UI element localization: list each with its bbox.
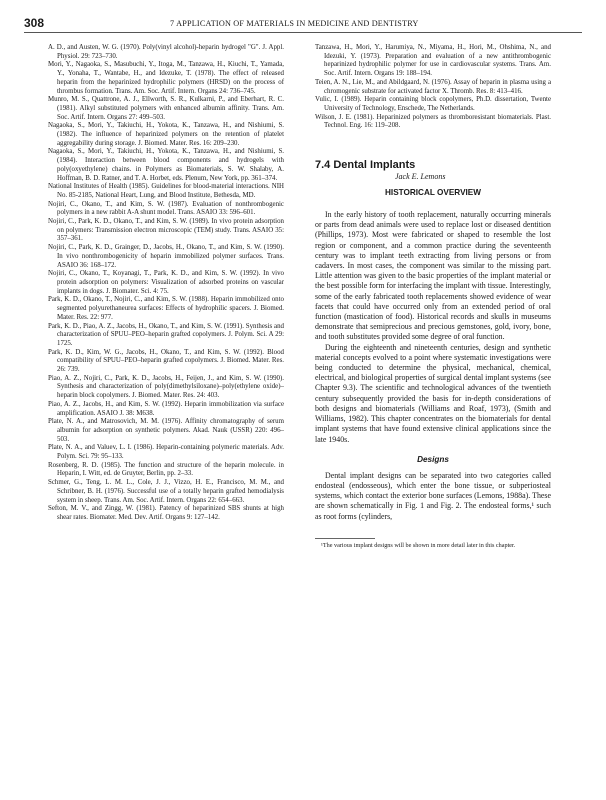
designs-heading: Designs <box>417 454 449 464</box>
historical-paragraph-1: In the early history of tooth replacement, naturally occurring minerals or parts from dead animals were used to replace lost or diseased dentition (Phillips, 1973). Most were fabricated or shaped to resemble the lost region or component, and a common practice during the seventeenth century was to implant teeth extracting from living persons or from cadavers. In most cases, the component was similar to the missing part. Little attention was given to the basic properties of the implant material or the best possible form for interfacing the implant with tissue. Interestingly, some of the early fabricated tooth replacements showed evidence of wear facets that could have occurred only from an extended period of oral function (mastication of food). Historical records and skulls in museums demonstrate that semiprecious and precious gemstones, gold, ivory, bone, and tooth substitutes provided some degree of oral function. <box>315 210 551 342</box>
footnote-rule <box>315 538 375 539</box>
right-column-references <box>315 44 551 131</box>
reference-entry: Mori, Y., Nagaoka, S., Masubuchi, Y., Itoga, M., Tanzawa, H., Kiuchi, T., Yamada, Y., Yonaha, T., Wantabe, H., and Idezuke, T. (1978). The effect of released heparin from the heparinized hydrophilic polymers (HRSD) on the process of thrombus formation. Trans. Am. Soc. Artif. Intern. Organs 24: 736–745. <box>48 61 284 95</box>
reference-entry: Park, K. D., Okano, T., Nojiri, C., and Kim, S. W. (1988). Heparin immobilized onto segmented polyurethaneurea surfaces: Effects of hydrophilic spacers. J. Biomed. Mater. Res. 22: 977. <box>48 296 284 321</box>
page-number: 308 <box>24 16 45 30</box>
running-title: 7 APPLICATION OF MATERIALS IN MEDICINE AND DENTISTRY <box>170 19 419 28</box>
reference-entry: Wilson, J. E. (1981). Heparinized polymers as thromboresistant biomaterials. Plast. Technol. Eng. 16: 119–208. <box>315 113 551 130</box>
reference-entry: Piao, A. Z., Nojiri, C., Park, K. D., Jacobs, H., Feijen, J., and Kim, S. W. (1990). Synthesis and characterization of poly(dimethylsiloxane)–poly(ethylene oxide)–heparin block copolymers. J. Biomed. Mater. Res. 24: 403. <box>48 374 284 400</box>
right-column <box>315 44 551 549</box>
reference-entry: Nojiri, C., Okano, T., Koyanagi, T., Park, K. D., and Kim, S. W. (1992). In vivo protein adsorption on polymers: Visualization of adsorbed proteins on vascular implants in dogs. J. Biomater. Sci. 4: 75. <box>48 270 284 295</box>
reference-entry: Sefton, M. V., and Zingg, W. (1981). Patency of heparinized SBS shunts at high shear rates. Biomater. Med. Dev. Artif. Organs 9: 127–142. <box>48 505 284 521</box>
reference-entry: Park, K. D., Kim, W. G., Jacobs, H., Okano, T., and Kim, S. W. (1992). Blood compatibility of SPUU–PEO–heparin grafted copolymers. J. Biomed. Mater. Res. 26: 739. <box>48 348 284 374</box>
reference-entry: Tanzawa, H., Mori, Y., Harumiya, N., Miyama, H., Hori, M., Ohshima, N., and Idezuki, Y. (1973). Preparation and evaluation of a new antithrombogenic heparinized hydrophilic polymer for use in cardiovascular systems. Trans. Am. Soc. Artif. Intern. Organs 19: 188–194. <box>315 44 551 78</box>
reference-entry: A. D., and Austen, W. G. (1970). Poly(vinyl alcohol)-heparin hydrogel "G". J. Appl. Physiol. 29: 723–730. <box>48 44 284 60</box>
section-title: 7.4 Dental Implants <box>315 159 416 172</box>
reference-entry: Plate, N. A., and Valuev, L. I. (1986). Heparin-containing polymeric materials. Adv. Polym. Sci. 79: 95–133. <box>48 444 284 461</box>
reference-entry: Munro, M. S., Quattrone, A. J., Ellworth, S. R., Kulkarni, P., and Eberhart, R. C. (1981). Alkyl substituted polymers with enhanced albumin affinity. Trans. Am. Soc. Artif. Intern. Organs 27: 499–503. <box>48 96 284 121</box>
reference-entry: Nagaoka, S., Mori, Y., Takiuchi, H., Yokota, K., Tanzawa, H., and Nishiumi, S. (1984). Interaction between blood components and hydrogels with poly(oxyethylene) chains. in Polymers as Biomaterials, S. W. Shalaby, A. Hoffman, B. D. Ratner, and T. A. Horbet, eds. Plenum, New York, pp. 361–374. <box>48 148 284 182</box>
section-author: Jack E. Lemons <box>395 172 446 182</box>
reference-entry: Teien, A. N., Lie, M., and Abildgaard, N. (1976). Assay of heparin in plasma using a chromogenic substrate for activated factor X. Thromb. Res. 8: 413–416. <box>315 78 551 95</box>
running-header <box>24 16 582 33</box>
reference-entry: National Institutes of Health (1985). Guidelines for blood-material interactions. NIH No. 85-2185, National Heart, Lung, and Blood Institute, Bethesda, MD. <box>48 183 284 199</box>
historical-paragraph-2: During the eighteenth and nineteenth centuries, design and synthetic material concepts evolved to a point where systematic investigations were being conducted to determine the physical, mechanical, chemical, electrical, and biological properties of surgical dental implant systems (see Chapter 9.3). The scientific and technological advances of the twentieth century subsequently provided the basis for in-depth considerations of both designs and biomaterials (Williams and Roaf, 1973), (Smith and Williams, 1982). This chapter concentrates on the biomaterials for dental implant systems that have found extensive clinical applications since the late 1940s. <box>315 342 551 444</box>
reference-entry: Piao, A. Z., Jacobs, H., and Kim, S. W. (1992). Heparin immobilization via surface amplification. ASAIO J. 38: M638. <box>48 400 284 417</box>
reference-entry: Park, K. D., Piao, A. Z., Jacobs, H., Okano, T., and Kim, S. W. (1991). Synthesis and characterization of SPUU–PEO–heparin grafted copolymers. J. Polym. Sci. A 29: 1725. <box>48 322 284 347</box>
reference-entry: Rosenberg, R. D. (1985). The function and structure of the heparin molecule. in Heparin, I. Witt, ed. de Gruyter, Berlin, pp. 2–33. <box>48 461 284 478</box>
reference-entry: Nojiri, C., Park, K. D., Okano, T., and Kim, S. W. (1989). In vivo protein adsorption on polymers: Transmission electron microscopic (TEM) study. Trans. ASAIO 35: 357–361. <box>48 218 284 243</box>
reference-entry: Vulic, I. (1989). Heparin containing block copolymers, Ph.D. dissertation, Twente University of Technology, Enschede, The Netherlands. <box>315 96 551 112</box>
designs-paragraph-1: Dental implant designs can be separated into two categories called endosteal (endosseous), which enter the bone tissue, or subperiosteal systems, which contact the exterior bone surfaces (Lemons, 1988a). These are shown schematically in Fig. 1 and Fig. 2. The endosteal forms,¹ such as root forms (cylinders, <box>315 470 551 521</box>
reference-entry: Plate, N. A., and Matrosovich, M. M. (1976). Affinity chromatography of serum albumin for adsorption on synthetic polymers. Akad. Nauk (USSR) 220: 496–503. <box>48 418 284 443</box>
reference-entry: Schmer, G., Teng, L. M. L., Cole, J. J., Vizzo, H. E., Francisco, M. M., and Schribner, B. H. (1976). Successful use of a totally heparin grafted hemodialysis system in sheep. Trans. Am. Soc. Artif. Intern. Organs 22: 654–663. <box>48 479 284 504</box>
reference-entry: Nojiri, C., Park, K. D., Grainger, D., Jacobs, H., Okano, T., and Kim, S. W. (1990). In vivo nonthrombogenicity of heparin immobilized polymer surfaces. Trans. ASAIO 36: 168–172. <box>48 244 284 269</box>
reference-entry: Nagaoka, S., Mori, Y., Takiuchi, H., Yokota, K., Tanzawa, H., and Nishiumi, S. (1982). The influence of heparinized polymers on the retention of platelet aggregability during storage. J. Biomed. Mater. Res. 16: 209–230. <box>48 122 284 147</box>
left-column-references <box>48 44 284 523</box>
footnote: ¹The various implant designs will be shown in more detail later in this chapter. <box>321 541 516 549</box>
historical-overview-heading: HISTORICAL OVERVIEW <box>385 188 481 198</box>
reference-entry: Nojiri, C., Okano, T., and Kim, S. W. (1987). Evaluation of nonthrombogenic polymers in a new rabbit A-A shunt model. Trans. ASAIO 33: 596–601. <box>48 200 284 217</box>
